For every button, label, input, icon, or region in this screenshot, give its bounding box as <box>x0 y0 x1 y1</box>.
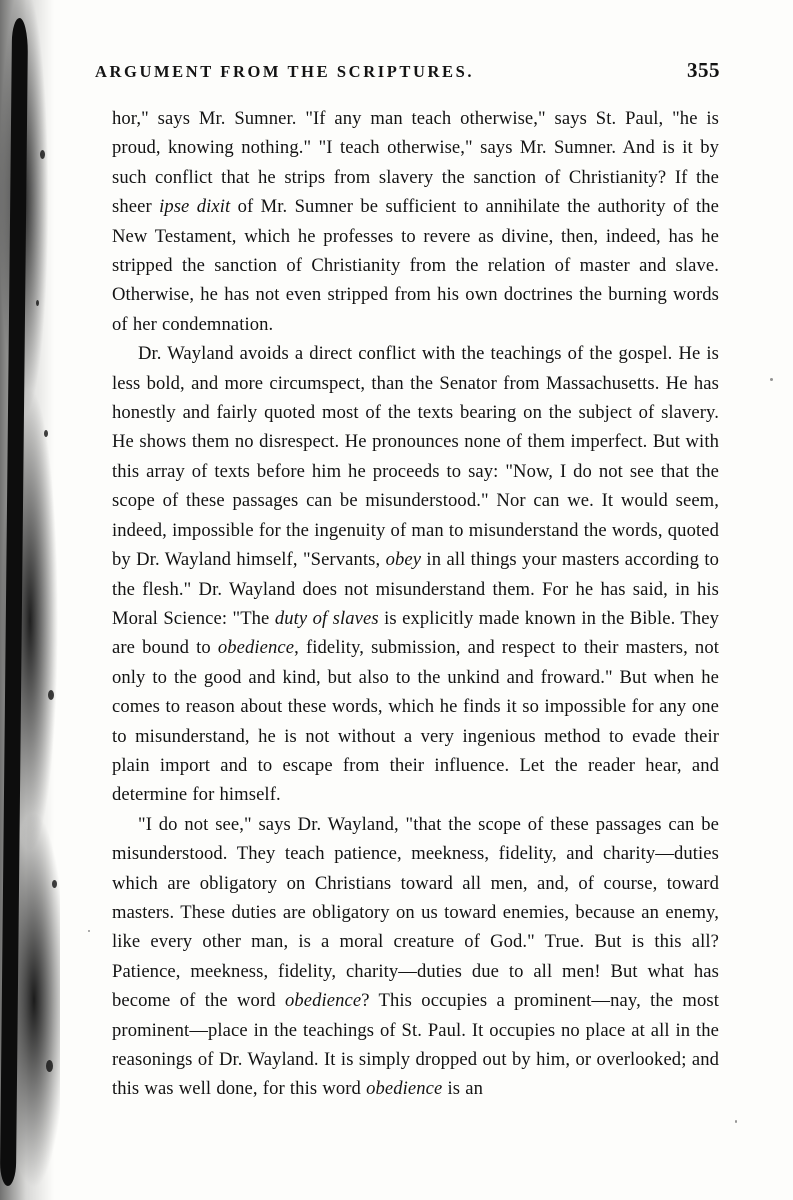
page-number: 355 <box>687 58 720 82</box>
gutter-feather <box>0 0 60 1200</box>
paragraph: Dr. Wayland avoids a direct conflict with the teachings of the gospel. He is less bold, and more circumspect, than the Senator from Massachusetts. He has honestly and fairly quoted most of the texts bearing on the subject of slavery. He shows them no disrespect. He pronounces none of them imperfect. But with this array of texts before him he proceeds to say: "Now, I do not see that the scope of these passages can be misunderstood." Nor can we. It would seem, indeed, impossible for the ingenuity of man to misunderstand the words, quoted by Dr. Wayland himself, "Servants, obey in all things your masters according to the flesh." Dr. Wayland does not misunderstand them. For he has said, in his Moral Science: "The duty of slaves is explicitly made known in the Bible. They are bound to obedience, fidelity, submission, and respect to their masters, not only to the good and kind, but also to the unkind and froward." But when he comes to reason about these words, which he finds it so impossible for any one to misunderstand, he is not without a very ingenious method to evade their plain import and to escape from their influence. Let the reader hear, and determine for himself. <box>112 343 719 806</box>
page-header <box>95 58 720 83</box>
body-text-block <box>112 104 719 1104</box>
paragraph: "I do not see," says Dr. Wayland, "that the scope of these passages can be misunderstood. They teach patience, meekness, fidelity, and charity—duties which are obligatory on Christians toward all men, and, of course, toward masters. These duties are obligatory on us toward enemies, because an enemy, like every other man, is a moral creature of God." True. But is this all? Patience, meekness, fidelity, charity—duties due to all men! But what has become of the word obedience? This occupies a prominent—nay, the most prominent—place in the teachings of St. Paul. It occupies no place at all in the reasonings of Dr. Wayland. It is simply dropped out by him, or overlooked; and this was well done, for this word obedience is an <box>112 813 719 1100</box>
paragraph: hor," says Mr. Sumner. "If any man teach otherwise," says St. Paul, "he is proud, knowing nothing." "I teach otherwise," says Mr. Sumner. And is it by such conflict that he strips from slavery the sanction of Christianity? If the sheer ipse dixit of Mr. Sumner be sufficient to annihilate the authority of the New Testament, which he professes to revere as divine, then, indeed, has he stripped the sanction of Christianity from the relation of master and slave. Otherwise, he has not even stripped from his own doctrines the burning words of her condemnation. <box>112 108 719 335</box>
running-head: ARGUMENT FROM THE SCRIPTURES. <box>95 62 475 81</box>
binding-gutter-shadow <box>0 0 62 1200</box>
gutter-core <box>0 18 28 1186</box>
